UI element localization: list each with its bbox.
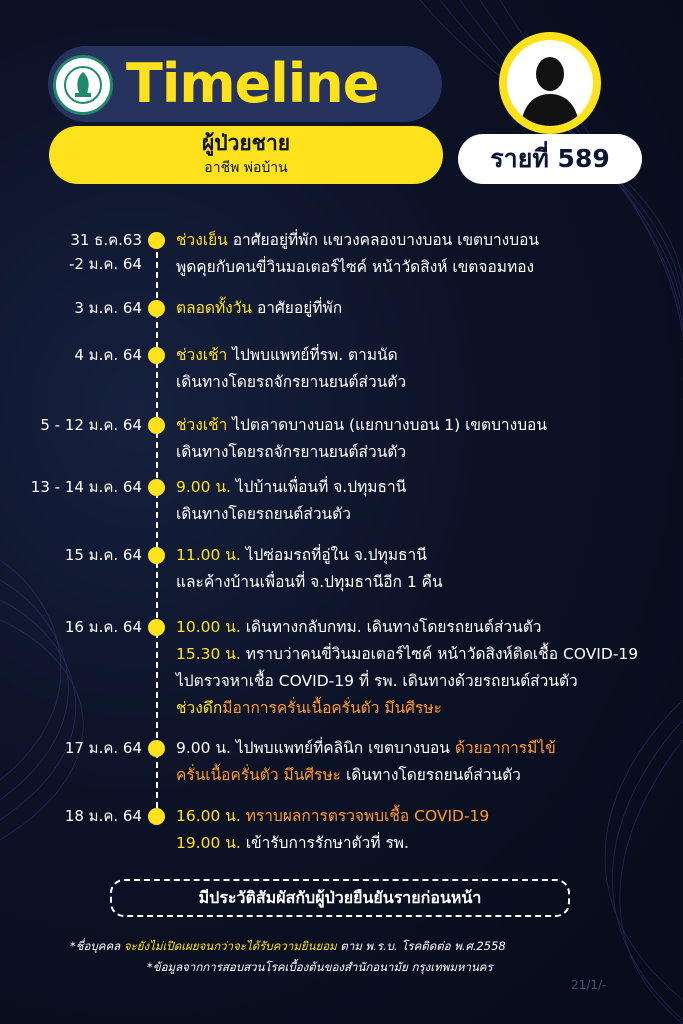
- entry-text: เดินทางโดยรถจักรยานยนต์ส่วนตัว: [176, 373, 407, 391]
- entry-text: เดินทางโดยรถจักรยานยนต์ส่วนตัว: [176, 443, 407, 461]
- person-silhouette-icon: [507, 40, 593, 126]
- entry-text: ครั่นเนื้อครั่นตัว มึนศีรษะ เดินทางโดยรถยนต์ส่วนตัว: [176, 766, 521, 784]
- occupation-label: อาชีพ พ่อบ้าน: [204, 160, 288, 176]
- entry-text: ช่วงเย็น อาศัยอยู่ที่พัก แขวงคลองบางบอน เขตบางบอน: [176, 231, 539, 249]
- timeline-dot: [148, 619, 165, 636]
- entry-date: 16 ม.ค. 64: [64, 618, 142, 636]
- entry-date: 5 - 12 ม.ค. 64: [40, 416, 142, 434]
- entry-date: 17 ม.ค. 64: [64, 739, 142, 757]
- entry-text: และค้างบ้านเพื่อนที่ จ.ปทุมธานีอีก 1 คืน: [176, 573, 443, 591]
- avatar: [499, 32, 601, 134]
- entry-text: ช่วงเช้า ไปตลาดบางบอน (แยกบางบอน 1) เขตบางบอน: [176, 416, 547, 434]
- entry-text: 19.00 น. เข้ารับการรักษาตัวที่ รพ.: [176, 834, 409, 852]
- entry-date: 31 ธ.ค.63: [70, 231, 142, 249]
- page-title: Timeline: [126, 52, 379, 115]
- entry-text: เดินทางโดยรถยนต์ส่วนตัว: [176, 505, 351, 523]
- timeline-axis: [156, 242, 158, 818]
- timeline-dot: [148, 232, 165, 249]
- patient-label: ผู้ป่วยชาย: [201, 131, 291, 155]
- patient-banner: [49, 126, 443, 184]
- case-number-badge: รายที่ 589: [458, 134, 642, 184]
- entry-date: 18 ม.ค. 64: [64, 807, 142, 825]
- entry-text: 11.00 น. ไปซ่อมรถที่อู่ใน จ.ปทุมธานี: [176, 546, 427, 564]
- entry-date: 13 - 14 ม.ค. 64: [30, 478, 142, 496]
- timeline-dot: [148, 417, 165, 434]
- timeline-dot: [148, 347, 165, 364]
- entry-text: พูดคุยกับคนขี่วินมอเตอร์ไซค์ หน้าวัดสิงห์ เขตจอมทอง: [176, 258, 535, 276]
- entry-text: ไปตรวจหาเชื้อ COVID-19 ที่ รพ. เดินทางด้วยรถยนต์ส่วนตัว: [176, 672, 578, 690]
- entry-text: 16.00 น. ทราบผลการตรวจพบเชื้อ COVID-19: [176, 807, 490, 825]
- timeline-dot: [148, 547, 165, 564]
- bma-seal-logo: [53, 55, 113, 115]
- entry-text: ช่วงเช้า ไปพบแพทย์ที่รพ. ตามนัด: [176, 346, 398, 364]
- entry-text: ตลอดทั้งวัน อาศัยอยู่ที่พัก: [176, 299, 343, 317]
- entry-text: 15.30 น. ทราบว่าคนขี่วินมอเตอร์ไซค์ หน้าวัดสิงห์ติดเชื้อ COVID-19: [176, 645, 639, 663]
- timeline-dot: [148, 808, 165, 825]
- entry-text: 9.00 น. ไปบ้านเพื่อนที่ จ.ปทุมธานี: [176, 478, 407, 496]
- entry-text: 9.00 น. ไปพบแพทย์ที่คลินิก เขตบางบอน ด้วยอาการมีไข้: [176, 739, 556, 757]
- privacy-note: *ชื่อบุคคล จะยังไม่เปิดเผยจนกว่าจะได้รับความยินยอม ตาม พ.ร.บ. โรคติดต่อ พ.ศ.2558: [70, 939, 506, 953]
- date-stamp: 21/1/-: [571, 978, 607, 992]
- entry-date: 3 ม.ค. 64: [74, 299, 142, 317]
- entry-date: -2 ม.ค. 64: [68, 255, 142, 273]
- timeline-dot: [148, 479, 165, 496]
- contact-history-note: มีประวัติสัมผัสกับผู้ป่วยยืนยันรายก่อนหน้า: [110, 879, 570, 917]
- entry-text: 10.00 น. เดินทางกลับกทม. เดินทางโดยรถยนต์ส่วนตัว: [176, 618, 542, 636]
- timeline-dot: [148, 740, 165, 757]
- entry-date: 4 ม.ค. 64: [74, 346, 142, 364]
- entry-text: ช่วงดึกมีอาการครั่นเนื้อครั่นตัว มึนศีรษะ: [176, 699, 442, 717]
- source-note: *ข้อมูลจากการสอบสวนโรคเบื้องต้นของสำนักอนามัย กรุงเทพมหานคร: [147, 960, 493, 974]
- entry-date: 15 ม.ค. 64: [64, 546, 142, 564]
- timeline-dot: [148, 300, 165, 317]
